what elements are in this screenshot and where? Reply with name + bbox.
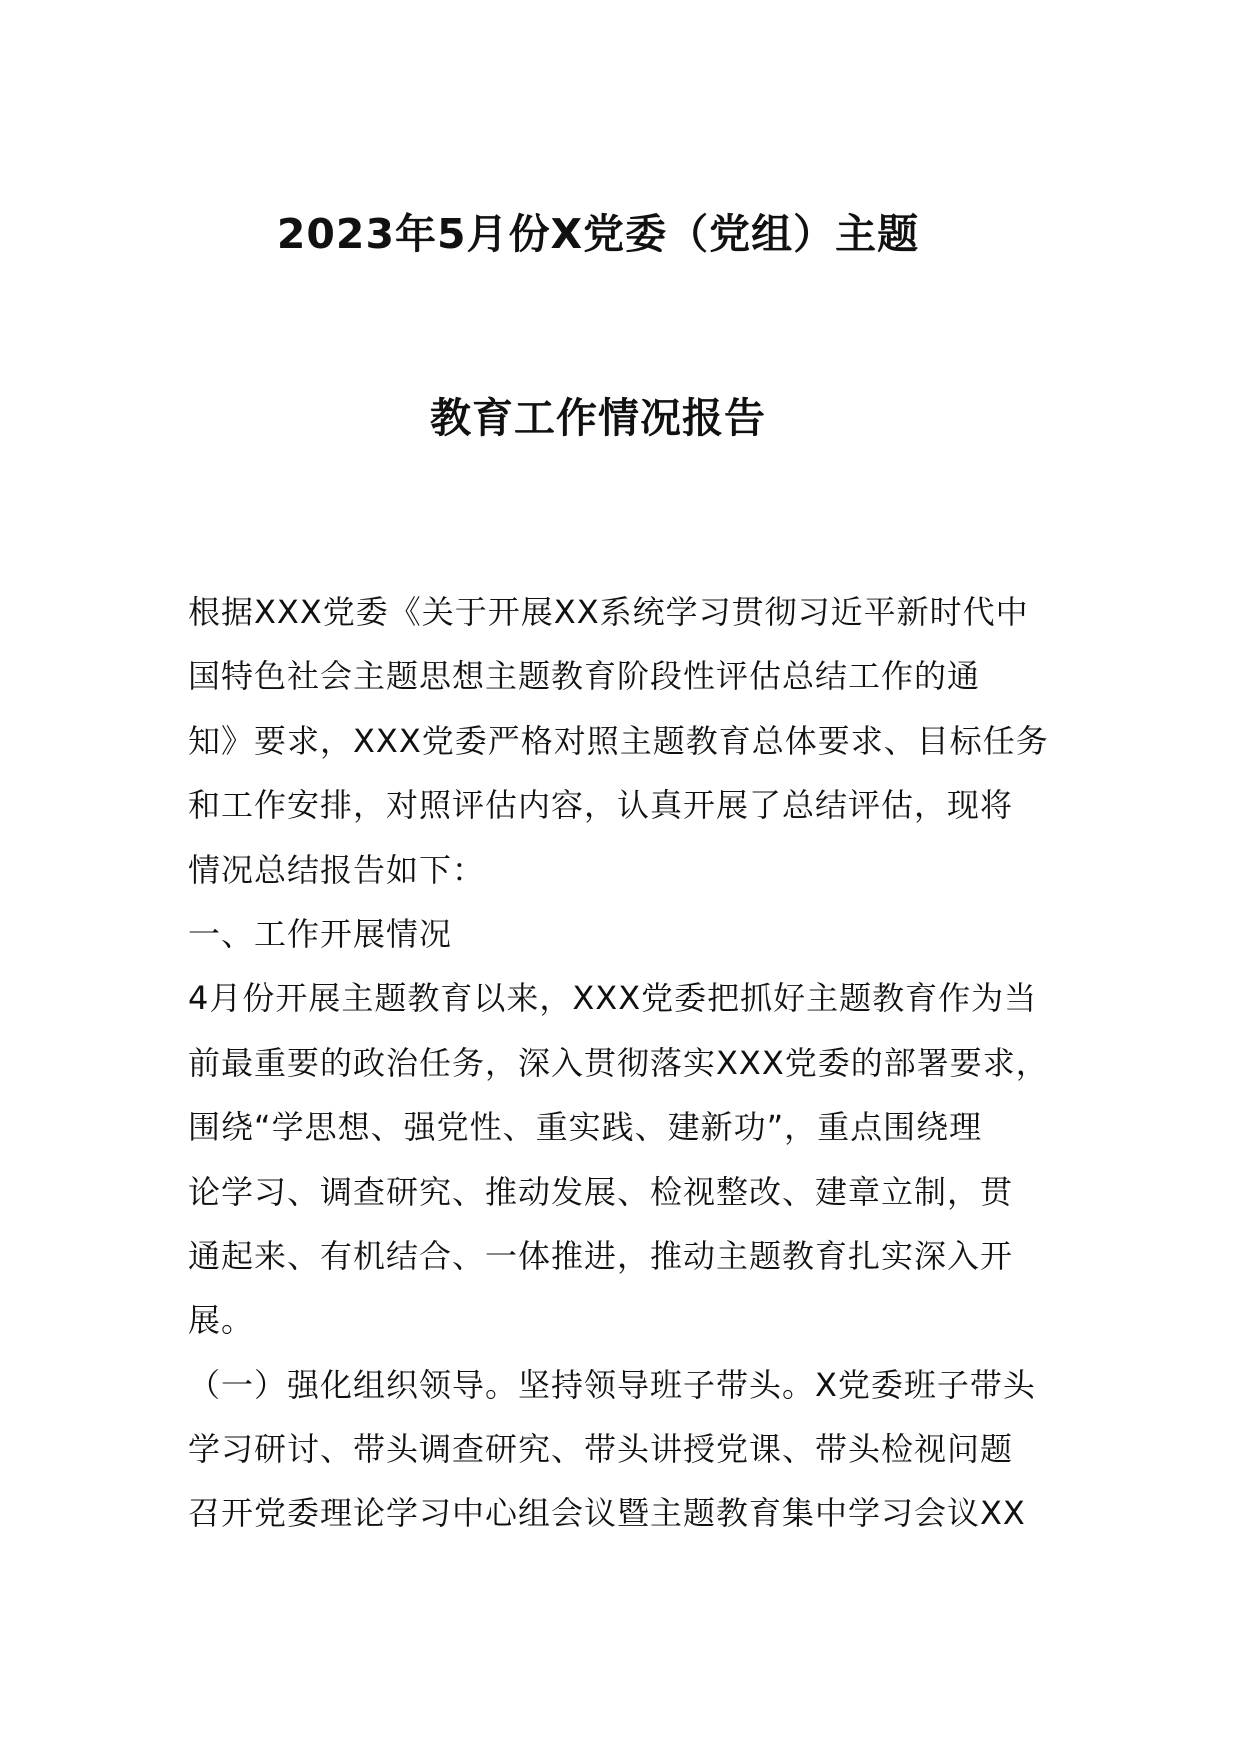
document-title-line-2: 教育工作情况报告 bbox=[430, 394, 766, 442]
document-title-line-1: 2023年5月份X党委（党组）主题 bbox=[276, 210, 920, 258]
body-line: 前最重要的政治任务，深入贯彻落实XXX党委的部署要求， bbox=[188, 1043, 1049, 1082]
body-line: 根据XXX党委《关于开展XX系统学习贯彻习近平新时代中 bbox=[188, 593, 1029, 631]
body-line: 国特色社会主题思想主题教育阶段性评估总结工作的通 bbox=[188, 657, 981, 696]
body-line: 4月份开展主题教育以来，XXX党委把抓好主题教育作为当 bbox=[188, 979, 1038, 1018]
subsection-line: （一）强化组织领导。坚持领导班子带头。X党委班子带头 bbox=[188, 1365, 1036, 1404]
body-line: 情况总结报告如下： bbox=[188, 850, 486, 889]
body-line: 展。 bbox=[188, 1301, 255, 1340]
document-body bbox=[188, 580, 1088, 1546]
body-line: 召开党委理论学习中心组会议暨主题教育集中学习会议XX bbox=[188, 1494, 1026, 1533]
body-line: 学习研讨、带头调查研究、带头讲授党课、带头检视问题 bbox=[188, 1430, 1014, 1469]
body-line: 和工作安排，对照评估内容，认真开展了总结评估，现将 bbox=[188, 786, 1014, 825]
body-line: 论学习、调查研究、推动发展、检视整改、建章立制，贯 bbox=[188, 1172, 1014, 1211]
body-line: 知》要求，XXX党委严格对照主题教育总体要求、目标任务 bbox=[188, 721, 1049, 760]
section-heading: 一、工作开展情况 bbox=[188, 914, 453, 953]
body-line: 通起来、有机结合、一体推进，推动主题教育扎实深入开 bbox=[188, 1236, 1014, 1275]
body-line: 围绕“学思想、强党性、重实践、建新功”，重点围绕理 bbox=[188, 1108, 983, 1147]
